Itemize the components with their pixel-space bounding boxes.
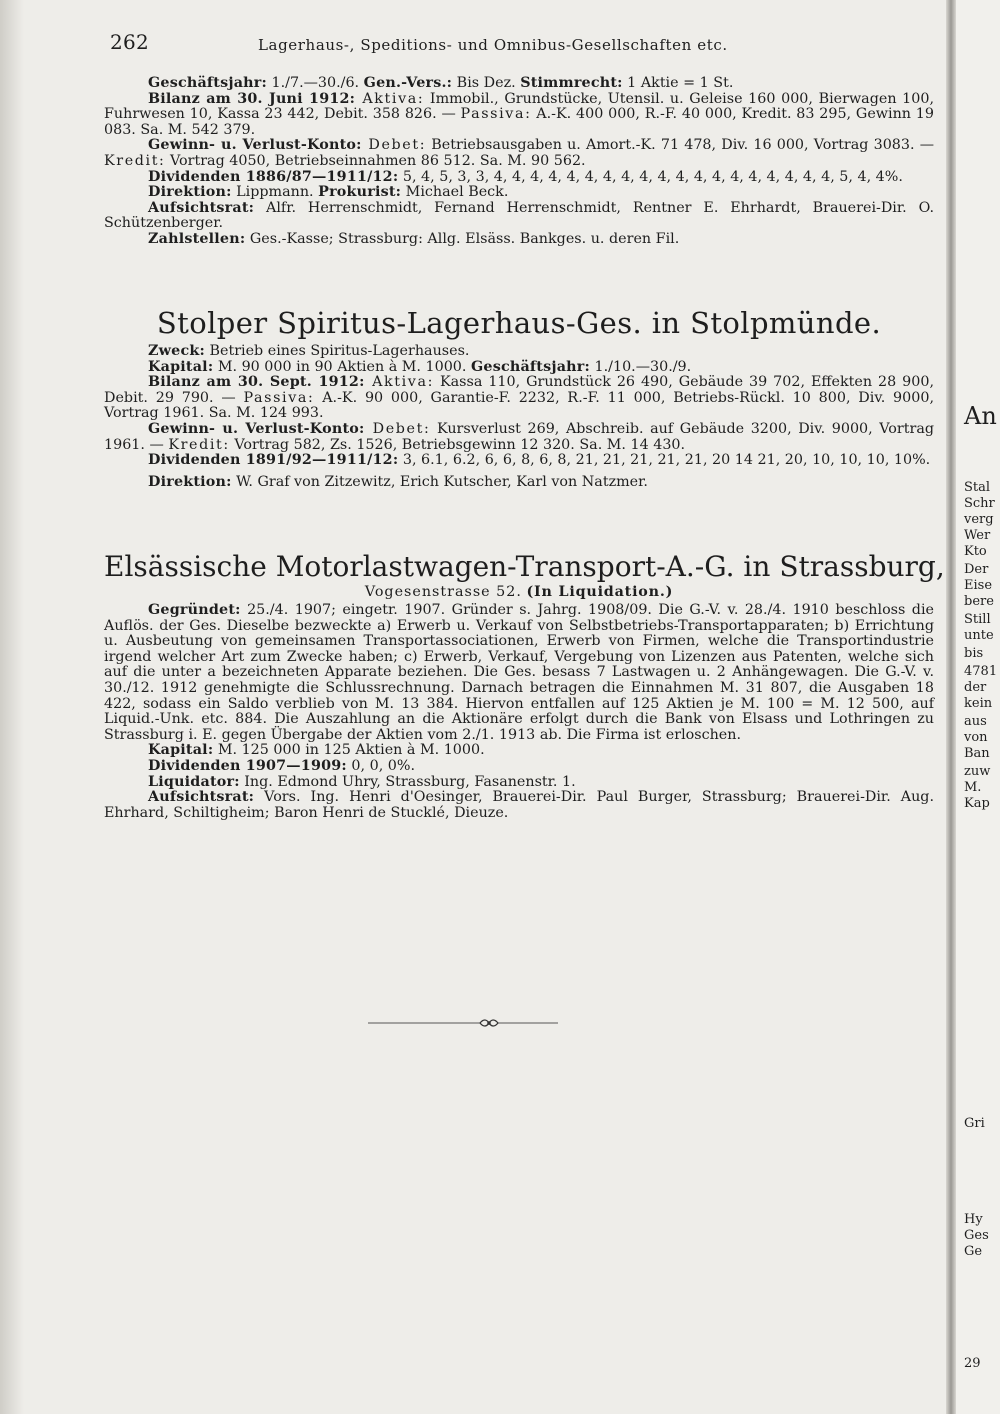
supervisory-board: Aufsichtsrat: Alfr. Herrenschmidt, Fernand Herrenschmidt, Rentner E. Ehrhardt, Brauerei-Dir. O. Schützenberger. [104, 199, 934, 232]
dividends: Dividenden 1886/87—1911/12: 5, 4, 5, 3, 3, 4, 4, 4, 4, 4, 4, 4, 4, 4, 4, 4, 4, 4, 4, 4, 4, 4, 4, 4, 5, 4, 4%. [148, 168, 903, 185]
capital: Kapital: M. 90 000 in 90 Aktien à M. 1000. Geschäftsjahr: 1./10.—30./9. [148, 358, 692, 375]
facing-page-fragment: zuw [964, 764, 991, 779]
company-address-line [104, 584, 934, 600]
facing-page-fragment: aus [964, 714, 987, 729]
page-gutter [946, 0, 956, 1414]
facing-page-edge [956, 0, 1000, 1414]
facing-page-fragment: M. [964, 780, 982, 795]
management: Direktion: W. Graf von Zitzewitz, Erich Kutscher, Karl von Natzmer. [148, 473, 648, 490]
facing-page-fragment: An [964, 402, 997, 430]
dividends: Dividenden 1907—1909: 0, 0, 0%. [148, 757, 416, 774]
liquidator: Liquidator: Ing. Edmond Uhry, Strassburg, Fasanenstr. 1. [148, 773, 576, 790]
facing-page-fragment: bis [964, 646, 984, 661]
page-number: 262 [110, 30, 150, 54]
profit-loss-account: Gewinn- u. Verlust-Konto: Debet: Betriebsausgaben u. Amort.-K. 71 478, Div. 16 000, Vortrag 3083. — Kredit: Vortrag 4050, Betriebseinnahmen 86 512. Sa. M. 90 562. [104, 137, 935, 169]
page-header [110, 30, 940, 60]
facing-page-fragment: 29 [964, 1356, 981, 1371]
entry-elsaessische [104, 603, 934, 821]
facing-page-fragment: 4781 [964, 664, 998, 679]
balance-sheet: Bilanz am 30. Sept. 1912: Aktiva: Kassa 110, Grundstück 26 490, Gebäude 39 702, Effekten 28 900, Debit. 29 790. — Passiva: A.-K. 90 000, Garantie-F. 2232, R.-F. 11 000, Betriebs-Rückl. 10 800, Div. 9000, Vortrag 1961. Sa. M. 124 993. [104, 374, 934, 422]
facing-page-fragment: verg [964, 512, 994, 527]
company-title-stolper: Stolper Spiritus-Lagerhaus-Ges. in Stolpmünde. [156, 306, 882, 340]
management: Direktion: Lippmann. Prokurist: Michael Beck. [148, 184, 509, 201]
facing-page-fragment: Der [964, 562, 989, 577]
facing-page-fragment: der [964, 680, 987, 695]
facing-page-fragment: Kto [964, 544, 987, 559]
dividends: Dividenden 1891/92—1911/12: 3, 6.1, 6.2, 6, 6, 8, 6, 8, 21, 21, 21, 21, 21, 20 14 21, 20, 10, 10, 10, 10%. [148, 452, 931, 469]
entry-brewery-warehouse [104, 76, 934, 248]
facing-page-fragment: Ban [964, 746, 990, 761]
facing-page-fragment: Schr [964, 496, 995, 511]
facing-page-fragment: Still [964, 612, 991, 627]
purpose: Zweck: Betrieb eines Spiritus-Lagerhauses. [148, 343, 470, 359]
facing-page-fragment: von [964, 730, 988, 745]
facing-page-fragment: Wer [964, 528, 991, 543]
company-address: Vogesenstrasse 52. [364, 584, 522, 600]
facing-page-fragment: Kap [964, 796, 990, 811]
liquidation-status: (In Liquidation.) [526, 584, 674, 600]
founding-history: Gegründet: 25./4. 1907; eingetr. 1907. Gründer s. Jahrg. 1908/09. Die G.-V. v. 28./4. 1910 beschloss die Auflös. der Ges. Dieselbe bezweckte a) Erwerb u. Verkauf von Selbstbetriebs-Transportapparaten; b) Errichtung u. Ausbeutung von gemeinsamen Transportassociationen, Erwerb von Firmen, welche die Transportindustrie irgend welcher Art zum Zwecke haben; c) Erwerb, Verkauf, Vergebung von Lizenzen aus Patenten, welche sich auf die unter a bezeichneten Apparate beziehen. Die Ges. besass 7 Lastwagen u. 2 Anhängewagen. Die G.-V. v. 30./12. 1912 genehmigte die Schlussrechnung. Darnach betragen die Einnahmen M. 31 807, die Ausgaben 18 422, sodass ein Saldo verblieb von M. 13 384. Hiervon entfallen auf 125 Aktien je M. 100 = M. 12 500, auf Liquid.-Unk. etc. 884. Die Auszahlung an die Aktionäre erfolgt durch die Bank von Elsass und Lothringen zu Strassburg i. E. gegen Übergabe der Aktien vom 2./1. 1913 ab. Die Firma ist erloschen. [104, 602, 934, 743]
running-title: Lagerhaus-, Speditions- und Omnibus-Gesellschaften etc. [258, 36, 728, 54]
capital: Kapital: M. 125 000 in 125 Aktien à M. 1000. [148, 742, 485, 759]
supervisory-board: Aufsichtsrat: Vors. Ing. Henri d'Oesinger, Brauerei-Dir. Paul Burger, Strassburg; Brauerei-Dir. Aug. Ehrhard, Schiltigheim; Baron Henri de Stucklé, Dieuze. [104, 789, 934, 821]
company-title-elsaessische: Elsässische Motorlastwagen-Transport-A.-G. in Strassburg, [104, 550, 945, 583]
facing-page-fragment: kein [964, 696, 993, 711]
entry-line: Geschäftsjahr: 1./7.—30./6. Gen.-Vers.: Bis Dez. Stimmrecht: 1 Aktie = 1 St. [148, 75, 734, 91]
facing-page-fragment: Stal [964, 480, 991, 495]
facing-page-fragment: Eise [964, 578, 993, 593]
profit-loss-account: Gewinn- u. Verlust-Konto: Debet: Kursverlust 269, Abschreib. auf Gebäude 3200, Div. 9000, Vortrag 1961. — Kredit: Vortrag 582, Zs. 1526, Betriebsgewinn 12 320. Sa. M. 14 430. [104, 420, 934, 453]
facing-page-fragment: Ges [964, 1228, 989, 1243]
entry-stolper [104, 344, 934, 490]
section-end-ornament-icon [368, 1015, 558, 1031]
facing-page-fragment: bere [964, 594, 994, 609]
facing-page-fragment: Hy [964, 1212, 983, 1227]
facing-page-fragment: Ge [964, 1244, 983, 1259]
facing-page-fragment: Gri [964, 1116, 985, 1131]
paying-agents: Zahlstellen: Ges.-Kasse; Strassburg: Allg. Elsäss. Bankges. u. deren Fil. [148, 230, 680, 247]
binding-shadow [0, 0, 24, 1414]
balance-sheet: Bilanz am 30. Juni 1912: Aktiva: Immobil., Grundstücke, Utensil. u. Geleise 160 000, Bierwagen 100, Fuhrwesen 10, Kassa 23 442, Debit. 358 826. — Passiva: A.-K. 400 000, R.-F. 40 000, Kredit. 83 295, Gewinn 19 083. Sa. M. 542 379. [104, 90, 934, 138]
facing-page-fragment: unte [964, 628, 994, 643]
